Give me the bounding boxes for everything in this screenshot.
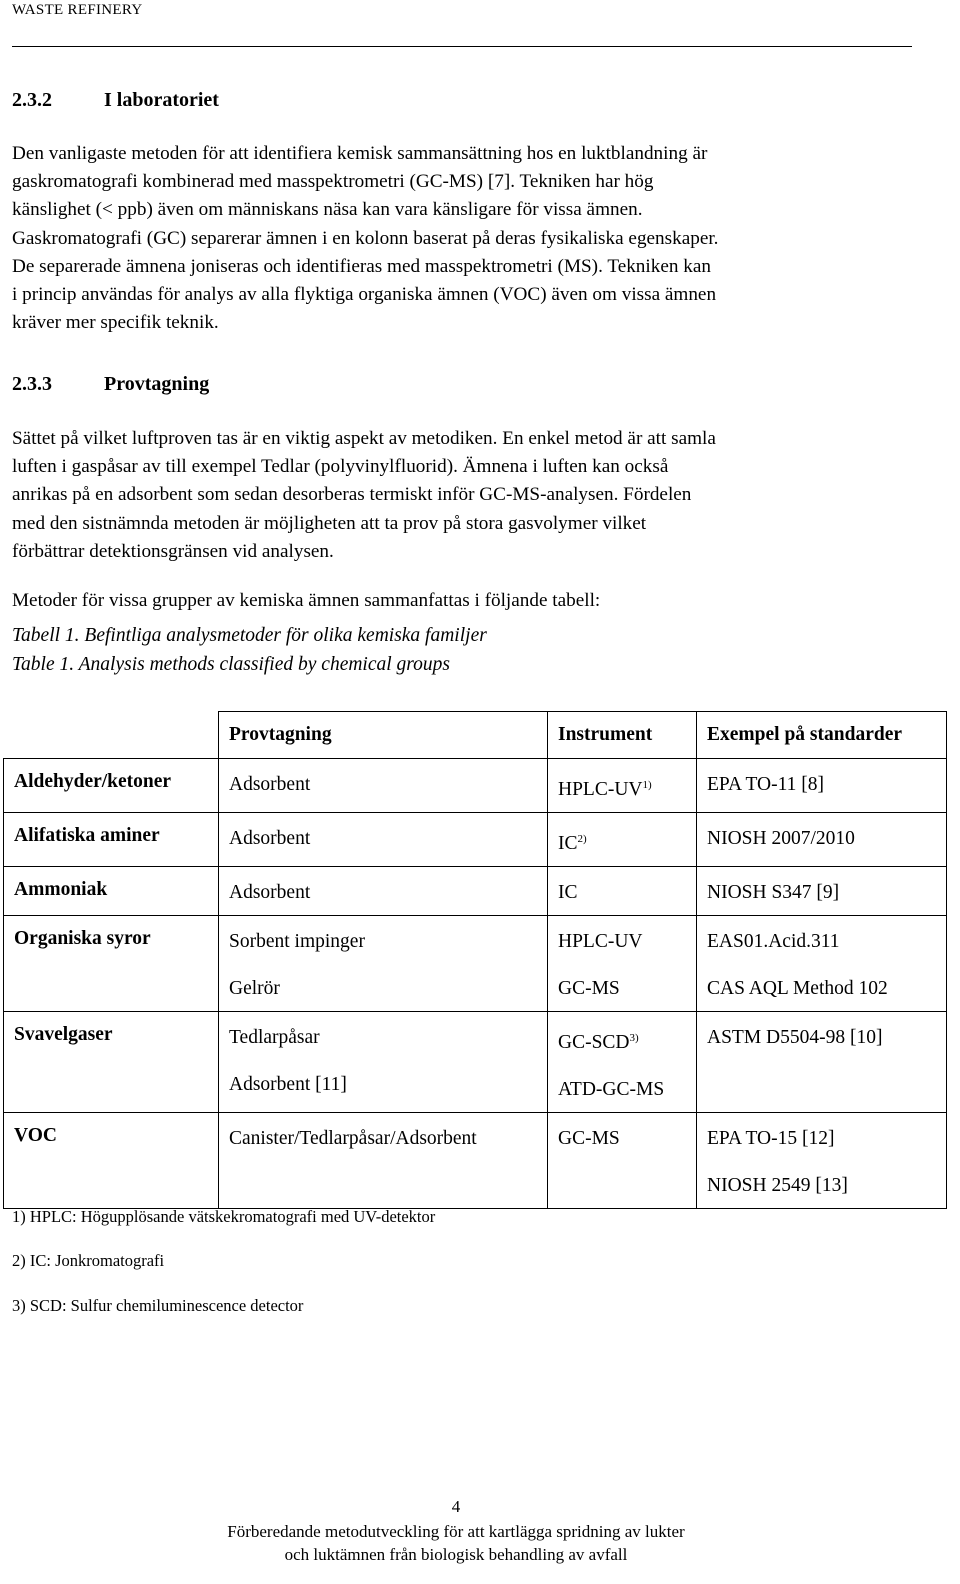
text-line: luften i gaspåsar av till exempel Tedlar (polyvinylfluorid). Ämnena i luften kan också — [12, 456, 669, 478]
instrument-cell — [548, 916, 697, 1012]
footnote: 1) HPLC: Högupplösande vätskekromatografi med UV-detektor — [12, 1207, 436, 1226]
paragraph-sampling — [12, 425, 932, 566]
chemical-group-cell: Aldehyder/ketoner — [4, 759, 219, 813]
section-number: 2.3.3 — [12, 373, 52, 395]
table-header-cell: Provtagning — [219, 712, 548, 759]
text-line: kräver mer specifik teknik. — [12, 312, 219, 334]
footnote-mark: 1) — [642, 779, 652, 791]
footer-line: Förberedande metodutveckling för att kartlägga spridning av lukter — [227, 1522, 685, 1541]
cell-text: EPA TO-11 [8] — [707, 774, 825, 795]
cell-text — [558, 1024, 686, 1057]
text-line: med den sistnämnda metoden är möjligheten att ta prov på stora gasvolymer vilket — [12, 512, 647, 534]
cell-text: Adsorbent — [229, 828, 311, 849]
instrument-cell — [548, 813, 697, 867]
table-row — [4, 759, 947, 813]
paragraph-laboratory — [12, 140, 932, 337]
footer-line: och luktämnen från biologisk behandling av avfall — [284, 1545, 628, 1564]
text-line: förbättrar detektionsgränsen vid analysen. — [12, 540, 334, 562]
table-caption-english: Table 1. Analysis methods classified by chemical groups — [12, 654, 450, 675]
header-rule — [12, 46, 912, 47]
text-line: i princip användas för analys av alla flyktiga organiska ämnen (VOC) även om vissa ämnen — [12, 284, 717, 306]
section-number: 2.3.2 — [12, 89, 52, 111]
instrument-cell — [548, 867, 697, 916]
table-header-row — [4, 712, 947, 759]
footnote-mark: 2) — [577, 833, 587, 845]
cell-text: EAS01.Acid.311 — [707, 931, 840, 952]
instrument-name: HPLC-UV — [558, 779, 643, 800]
chemical-group-cell: Organiska syror — [4, 916, 219, 1012]
sampling-cell — [219, 1012, 548, 1113]
cell-text: Canister/Tedlarpåsar/Adsorbent — [229, 1128, 477, 1149]
running-header: WASTE REFINERY — [12, 2, 143, 18]
methods-table — [3, 711, 947, 1209]
cell-text: IC — [558, 882, 578, 903]
instrument-name: GC-SCD — [558, 1032, 630, 1053]
table-row — [4, 867, 947, 916]
cell-text: Gelrör — [229, 978, 280, 999]
table-caption-swedish: Tabell 1. Befintliga analysmetoder för olika kemiska familjer — [12, 625, 487, 646]
standards-cell — [697, 759, 947, 813]
cell-text: Adsorbent — [229, 882, 311, 903]
footnote: 2) IC: Jonkromatografi — [12, 1251, 165, 1270]
table-row — [4, 1012, 947, 1113]
cell-text: Adsorbent [11] — [229, 1074, 347, 1095]
summary-sentence: Metoder för vissa grupper av kemiska ämnen sammanfattas i följande tabell: — [12, 590, 601, 611]
section-title: I laboratoriet — [104, 89, 219, 111]
section-heading-2-3-2 — [12, 89, 219, 112]
sampling-cell — [219, 759, 548, 813]
cell-text: EPA TO-15 [12] — [707, 1128, 835, 1149]
text-line: De separerade ämnena joniseras och identifieras med masspektrometri (MS). Tekniken kan — [12, 255, 711, 277]
standards-cell — [697, 1113, 947, 1209]
sampling-cell — [219, 867, 548, 916]
text-line: känslighet (< ppb) även om människans näsa kan vara känsligare för vissa ämnen. — [12, 199, 643, 221]
footnote-mark: 3) — [629, 1032, 639, 1044]
sampling-cell — [219, 813, 548, 867]
table-header-cell: Instrument — [548, 712, 697, 759]
cell-text: NIOSH S347 [9] — [707, 882, 840, 903]
instrument-cell — [548, 759, 697, 813]
text-line: anrikas på en adsorbent som sedan desorberas termiskt inför GC-MS-analysen. Fördelen — [12, 484, 692, 506]
chemical-group-cell: Ammoniak — [4, 867, 219, 916]
instrument-cell — [548, 1012, 697, 1113]
standards-cell — [697, 916, 947, 1012]
cell-text: CAS AQL Method 102 — [707, 978, 888, 999]
cell-text: NIOSH 2007/2010 — [707, 828, 855, 849]
table-row — [4, 916, 947, 1012]
table-row — [4, 813, 947, 867]
cell-text: Adsorbent — [229, 774, 311, 795]
cell-text: GC-MS — [558, 978, 620, 999]
standards-cell — [697, 867, 947, 916]
cell-text — [558, 825, 686, 858]
table-header-cell — [4, 712, 219, 759]
instrument-name: IC — [558, 833, 578, 854]
cell-text: Sorbent impinger — [229, 931, 365, 952]
page-number: 4 — [451, 1497, 461, 1516]
cell-text — [558, 771, 686, 804]
cell-text: Tedlarpåsar — [229, 1027, 320, 1048]
cell-text: ATD-GC-MS — [558, 1079, 665, 1100]
section-title: Provtagning — [104, 373, 210, 395]
chemical-group-cell: Alifatiska aminer — [4, 813, 219, 867]
sampling-cell — [219, 916, 548, 1012]
standards-cell — [697, 813, 947, 867]
cell-text: NIOSH 2549 [13] — [707, 1175, 848, 1196]
standards-cell — [697, 1012, 947, 1113]
footnote: 3) SCD: Sulfur chemiluminescence detector — [12, 1296, 304, 1315]
chemical-group-cell: Svavelgaser — [4, 1012, 219, 1113]
cell-text: GC-MS — [558, 1128, 620, 1149]
text-line: gaskromatografi kombinerad med masspektrometri (GC-MS) [7]. Tekniken har hög — [12, 171, 654, 193]
text-line: Sättet på vilket luftproven tas är en viktig aspekt av metodiken. En enkel metod är att samla — [12, 428, 716, 449]
cell-text: HPLC-UV — [558, 931, 643, 952]
instrument-cell — [548, 1113, 697, 1209]
table-header-cell: Exempel på standarder — [697, 712, 947, 759]
sampling-cell — [219, 1113, 548, 1209]
cell-text: ASTM D5504-98 [10] — [707, 1027, 883, 1048]
text-line: Gaskromatografi (GC) separerar ämnen i en kolonn baserat på deras fysikaliska egenskaper. — [12, 227, 719, 249]
table-row — [4, 1113, 947, 1209]
text-line: Den vanligaste metoden för att identifiera kemisk sammansättning hos en luktblandning är — [12, 143, 708, 164]
section-heading-2-3-3 — [12, 373, 209, 396]
chemical-group-cell: VOC — [4, 1113, 219, 1209]
